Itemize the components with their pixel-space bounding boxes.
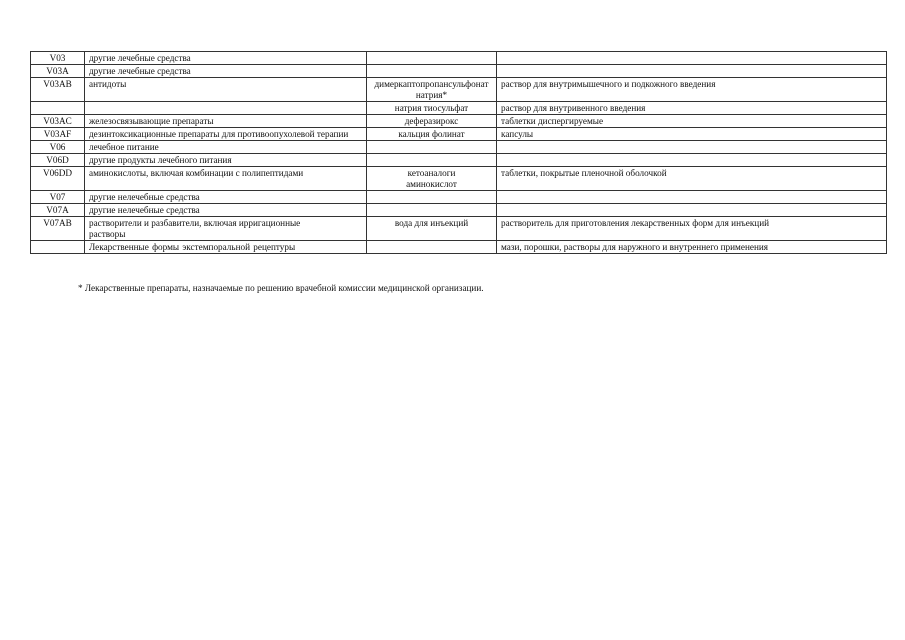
atc-code-cell: V07 [31,191,85,204]
dosage-form-cell: таблетки, покрытые пленочной оболочкой [497,167,887,191]
dosage-form-cell [497,52,887,65]
inn-cell [367,52,497,65]
atc-code-cell: V03AC [31,115,85,128]
group-name-cell: растворители и разбавители, включая ирригационные растворы [85,217,367,241]
inn-cell: кетоаналоги аминокислот [367,167,497,191]
table-row [31,154,887,167]
dosage-form-cell: таблетки диспергируемые [497,115,887,128]
dosage-form-cell: мази, порошки, растворы для наружного и внутреннего применения [497,241,887,254]
table-row [31,204,887,217]
group-name-cell [85,102,367,115]
inn-cell: димеркаптопропансульфонат натрия* [367,78,497,102]
inn-cell [367,154,497,167]
group-name-cell: аминокислоты, включая комбинации с полипептидами [85,167,367,191]
table-row [31,217,887,241]
group-name-cell: лечебное питание [85,141,367,154]
group-name-cell: другие нелечебные средства [85,204,367,217]
table-row [31,191,887,204]
atc-code-cell: V06D [31,154,85,167]
inn-cell: вода для инъекций [367,217,497,241]
table-row [31,65,887,78]
table-row [31,141,887,154]
atc-code-cell: V03A [31,65,85,78]
dosage-form-cell: капсулы [497,128,887,141]
atc-code-cell: V03 [31,52,85,65]
atc-code-cell: V07AB [31,217,85,241]
inn-cell [367,241,497,254]
table-row [31,52,887,65]
table-row [31,78,887,102]
table-row [31,115,887,128]
dosage-form-cell: раствор для внутривенного введения [497,102,887,115]
atc-code-cell [31,241,85,254]
inn-cell [367,65,497,78]
atc-code-cell: V06DD [31,167,85,191]
group-name-cell: дезинтоксикационные препараты для противоопухолевой терапии [85,128,367,141]
group-name-cell: другие нелечебные средства [85,191,367,204]
drug-table [30,51,887,254]
table-row [31,167,887,191]
atc-code-cell: V03AF [31,128,85,141]
group-name-cell: антидоты [85,78,367,102]
atc-code-cell: V03AB [31,78,85,102]
dosage-form-cell: растворитель для приготовления лекарственных форм для инъекций [497,217,887,241]
dosage-form-cell: раствор для внутримышечного и подкожного введения [497,78,887,102]
group-name-cell: железосвязывающие препараты [85,115,367,128]
dosage-form-cell [497,204,887,217]
dosage-form-cell [497,141,887,154]
group-name-cell: другие лечебные средства [85,52,367,65]
footnote: * Лекарственные препараты, назначаемые по решению врачебной комиссии медицинской организации. [78,283,484,293]
group-name-cell: другие лечебные средства [85,65,367,78]
inn-cell [367,204,497,217]
table-row [31,128,887,141]
dosage-form-cell [497,191,887,204]
table-row [31,102,887,115]
atc-code-cell [31,102,85,115]
inn-cell: деферазирокс [367,115,497,128]
group-name-cell: Лекарственные формы экстемпоральной рецептуры [85,241,367,254]
inn-cell: натрия тиосульфат [367,102,497,115]
dosage-form-cell [497,154,887,167]
inn-cell: кальция фолинат [367,128,497,141]
atc-code-cell: V06 [31,141,85,154]
dosage-form-cell [497,65,887,78]
inn-cell [367,141,497,154]
table-row [31,241,887,254]
group-name-cell: другие продукты лечебного питания [85,154,367,167]
atc-code-cell: V07A [31,204,85,217]
inn-cell [367,191,497,204]
